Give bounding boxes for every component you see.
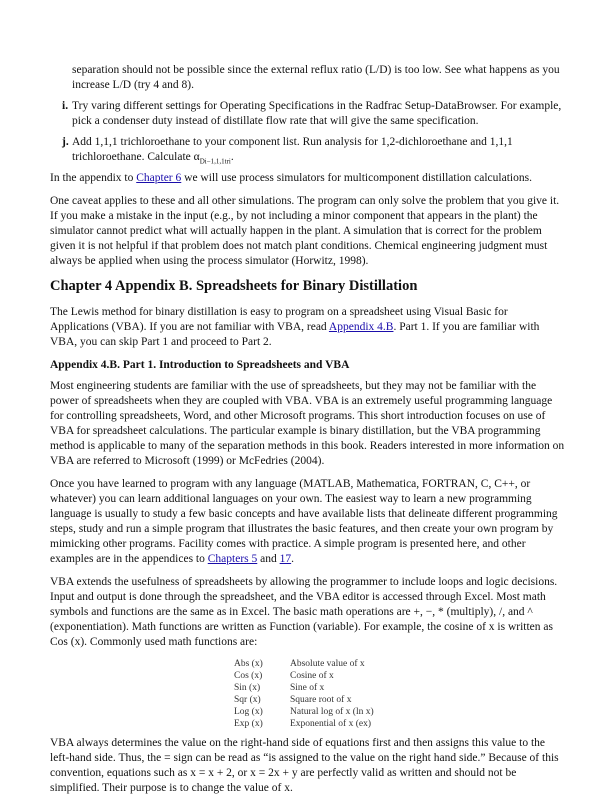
math-functions-table <box>234 658 374 730</box>
table-row <box>234 694 374 706</box>
list-item-j <box>50 135 565 165</box>
chapter-17-link[interactable]: 17 <box>279 553 292 565</box>
table-row <box>234 658 374 670</box>
paragraph-vba-extends: VBA extends the usefulness of spreadsheets by allowing the programmer to include loops and logic decisions. Input and output is done through the spreadsheet, and the VBA editor is accessed through Excel. Most math symbols and functions are the same as in Excel. The basic math operations are +, −, * (multiply), /, and ^ (exponentiation). Math functions are written as Function (variable). For example, the cosine of x is written as Cos (x). Commonly used math functions are: <box>50 576 558 648</box>
function-name: Sin (x) <box>234 683 261 693</box>
list-item-end: . <box>230 151 234 163</box>
function-name: Sqr (x) <box>234 695 261 705</box>
text-run: we will use process simulators for multicomponent distillation calculations. <box>181 172 532 184</box>
table-row <box>234 706 374 718</box>
function-description: Exponential of x (ex) <box>290 719 371 729</box>
section-heading: Chapter 4 Appendix B. Spreadsheets for Binary Distillation <box>50 278 418 294</box>
text-run: . <box>291 553 294 565</box>
document-page <box>50 63 565 804</box>
paragraph-lewis-method <box>50 305 565 350</box>
subsection-heading: Appendix 4.B. Part 1. Introduction to Spreadsheets and VBA <box>50 359 350 371</box>
paragraph-engineering-students: Most engineering students are familiar with the use of spreadsheets, but they may not be familiar with the power of spreadsheets when they are coupled with VBA. VBA is an extremely useful programming language for controlling spreadsheets, Word, and other Microsoft programs. This short introduction focuses on use of VBA for spreadsheet calculations. The particular example is binary distillation, but the VBA programming method is applicable to many of the separation methods in this book. Readers interested in more information on VBA are referred to Microsoft (1999) or McFedries (2004). <box>50 380 565 467</box>
list-item-text: Try varing different settings for Operating Specifications in the Radfrac Setup-DataBrowser. For example, pick a condenser duty instead of distillate flow rate that will give the same specification. <box>72 100 562 127</box>
list-item-letter: i. <box>62 100 69 112</box>
function-description: Square root of x <box>290 695 352 705</box>
text-run: . Part 1. If you are familiar with VBA, you can skip Part 1 and proceed to Part 2. <box>50 321 540 348</box>
paragraph-appendix-reference <box>50 171 565 186</box>
continued-item-text: separation should not be possible since the external reflux ratio (L/D) is too low. See what happens as you increase L/D (try 4 and 8). <box>72 64 560 91</box>
function-description: Cosine of x <box>290 671 334 681</box>
chapters-5-link[interactable]: Chapters 5 <box>207 553 258 565</box>
function-description: Natural log of x (ln x) <box>290 707 374 717</box>
chapter-6-link[interactable]: Chapter 6 <box>136 172 182 184</box>
text-run: Once you have learned to program with any language (MATLAB, Mathematica, FORTRAN, C, C++, or whatever) you can learn additional languages on your own. The easiest way to learn a new programming language is usually to study a few basic concepts and have available lists that delineate different programming steps, study and run a simple program that illustrates the basic features, and then create your own program by mimicking other programs. Facility comes with practice. A simple program is presented here, and other examples are in the appendices to <box>50 478 558 565</box>
list-item-text: Add 1,1,1 trichloroethane to your component list. Run analysis for 1,2-dichloroethane and 1,1,1 trichloroethane. Calculate α <box>72 136 513 163</box>
text-run: In the appendix to <box>50 172 137 184</box>
appendix-4b-link[interactable]: Appendix 4.B <box>328 321 394 333</box>
alpha-subscript: Di−1,1,1tri <box>199 157 231 166</box>
list-item-letter: j. <box>62 136 69 148</box>
function-name: Exp (x) <box>234 719 263 729</box>
function-name: Abs (x) <box>234 659 263 669</box>
text-run: The Lewis method for binary distillation is easy to program on a spreadsheet using Visual Basic for Applications (VBA). If you are not familiar with VBA, read <box>50 306 508 333</box>
paragraph-learning-languages <box>50 477 565 567</box>
list-item-i <box>50 99 565 129</box>
function-name: Log (x) <box>234 707 263 717</box>
table-row <box>234 670 374 682</box>
text-run: and <box>257 553 280 565</box>
table-row <box>234 682 374 694</box>
function-description: Absolute value of x <box>290 659 365 669</box>
paragraph-assignment-convention: VBA always determines the value on the right-hand side of equations first and then assigns this value to the left-hand side. Thus, the = sign can be read as “is assigned to the value on the right hand side.” Because of this convention, equations such as x = x + 2, or x = 2x + y are perfectly valid as written and should not be simplified. Their purpose is to change the value of x. <box>50 737 559 794</box>
function-name: Cos (x) <box>234 671 263 681</box>
table-row <box>234 718 374 730</box>
paragraph-caveat: One caveat applies to these and all other simulations. The program can only solve the problem that you give it. If you make a mistake in the input (e.g., by not including a minor component that appears in the plant) the simulator cannot predict what will actually happen in the plant. A simulation that is correct for the problem given it is not helpful if that problem does not match plant conditions. Chemical engineering judgment must always be applied when using the process simulator (Horwitz, 1998). <box>50 195 560 267</box>
function-description: Sine of x <box>290 683 325 693</box>
